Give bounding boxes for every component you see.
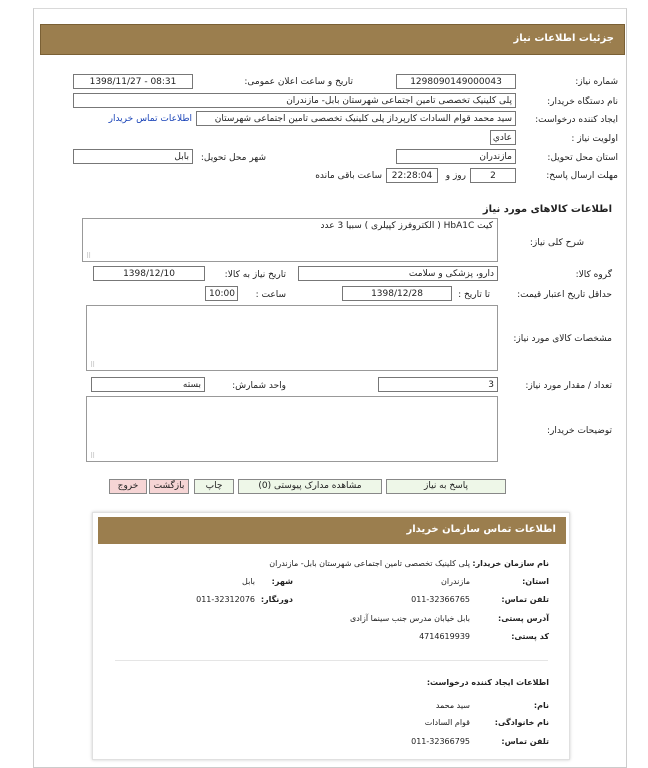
creator-name-label: نام: — [533, 701, 549, 710]
hour-label: ساعت : — [255, 290, 286, 300]
to-date-field[interactable]: 1398/12/28 — [342, 286, 452, 301]
announce-date-field[interactable]: 1398/11/27 - 08:31 — [73, 74, 193, 89]
contact-city-label: شهر: — [271, 577, 293, 586]
print-button[interactable]: چاپ — [194, 479, 234, 494]
days-field[interactable]: 2 — [470, 168, 516, 183]
resize-grip-icon[interactable]: ⠿ — [90, 452, 96, 460]
priority-field[interactable]: عادي — [490, 130, 516, 145]
contact-postal-value: 4714619939 — [419, 632, 470, 641]
city-label: شهر محل تحویل: — [200, 153, 266, 163]
qty-label: تعداد / مقدار مورد نیاز: — [525, 381, 612, 391]
buyer-org-field[interactable]: پلی کلینیک تخصصی تامین اجتماعی شهرستان بابل- مازندران — [73, 93, 516, 108]
days-unit-label: روز و — [445, 171, 466, 181]
reply-button[interactable]: پاسخ به نیاز — [386, 479, 506, 494]
priority-label: اولویت نیاز : — [571, 134, 618, 144]
to-date-label: تا تاریخ : — [458, 290, 490, 300]
specs-textarea[interactable] — [86, 305, 498, 371]
time-left-label: ساعت باقی مانده — [315, 171, 382, 181]
creator-family-label: نام خانوادگی: — [494, 718, 549, 727]
specs-label: مشخصات کالای مورد نیاز: — [513, 334, 612, 344]
group-field[interactable]: دارو، پزشکی و سلامت — [298, 266, 498, 281]
buyer-notes-textarea[interactable] — [86, 396, 498, 462]
city-field[interactable]: بابل — [73, 149, 193, 164]
buyer-org-label: نام دستگاه خریدار: — [547, 97, 618, 107]
hour-field[interactable]: 10:00 — [205, 286, 238, 301]
min-validity-label: حداقل تاریخ اعتبار قیمت: — [517, 290, 612, 300]
qty-field[interactable]: 3 — [378, 377, 498, 392]
goods-section-title: اطلاعات کالاهای مورد نیاز — [482, 204, 612, 215]
need-number-field[interactable]: 1298090149000043 — [396, 74, 516, 89]
contact-org-value: پلی کلینیک تخصصی تامین اجتماعی شهرستان بابل- مازندران — [269, 559, 470, 568]
contact-card-title: اطلاعات تماس سازمان خریدار — [98, 517, 566, 544]
creator-family-value: قوام السادات — [424, 718, 470, 727]
contact-address-value: بابل خیابان مدرس جنب سینما آزادی — [349, 614, 470, 623]
page-title: جزئیات اطلاعات نیاز — [40, 24, 625, 55]
resize-grip-icon[interactable]: ⠿ — [86, 252, 92, 260]
need-date-field[interactable]: 1398/12/10 — [93, 266, 205, 281]
creator-phone-value: 011-32366795 — [411, 737, 470, 746]
contact-city-value: بابل — [242, 577, 255, 586]
creator-phone-label: تلفن تماس: — [501, 737, 549, 746]
contact-fax-value: 011-32312076 — [196, 595, 255, 604]
resize-grip-icon[interactable]: ⠿ — [90, 361, 96, 369]
creator-name-value: سید محمد — [435, 701, 470, 710]
province-label: استان محل تحویل: — [547, 153, 618, 163]
contact-postal-label: کد پستی: — [511, 632, 549, 641]
need-date-label: تاریخ نیاز به کالا: — [224, 270, 286, 280]
unit-label: واحد شمارش: — [232, 381, 286, 391]
deadline-label: مهلت ارسال پاسخ: — [546, 171, 618, 181]
announce-date-label: تاریخ و ساعت اعلان عمومی: — [244, 77, 353, 87]
contact-province-value: مازندران — [441, 577, 470, 586]
buyer-contact-link[interactable]: اطلاعات تماس خریدار — [108, 114, 192, 124]
time-left-field[interactable]: 22:28:04 — [386, 168, 438, 183]
province-field[interactable]: مازندران — [396, 149, 516, 164]
buyer-notes-label: توضیحات خریدار: — [546, 426, 612, 436]
contact-address-label: آدرس پستی: — [498, 614, 549, 623]
need-number-label: شماره نیاز: — [575, 77, 618, 87]
contact-phone-value: 011-32366765 — [411, 595, 470, 604]
divider — [115, 660, 548, 661]
attachments-button[interactable]: مشاهده مدارک پیوستی (0) — [238, 479, 382, 494]
creator-field[interactable]: سید محمد قوام السادات کارپرداز پلی کلینیک تخصصی تامین اجتماعی شهرستان — [196, 111, 516, 126]
creator-section-title: اطلاعات ایجاد کننده درخواست: — [426, 678, 549, 687]
exit-button[interactable]: خروج — [109, 479, 147, 494]
unit-field[interactable]: بسته — [91, 377, 205, 392]
creator-label: ایجاد کننده درخواست: — [535, 115, 618, 125]
desc-text: کیت HbA1C ( الکتروفرز کپیلری ) سبیا 3 عدد — [320, 221, 493, 231]
desc-label: شرح کلی نیاز: — [529, 238, 584, 248]
contact-fax-label: دورنگار: — [260, 595, 293, 604]
contact-province-label: استان: — [522, 577, 549, 586]
back-button[interactable]: بازگشت — [149, 479, 189, 494]
contact-org-label: نام سازمان خریدار: — [472, 559, 549, 568]
desc-textarea[interactable] — [82, 218, 498, 262]
contact-phone-label: تلفن تماس: — [501, 595, 549, 604]
group-label: گروه کالا: — [575, 270, 612, 280]
